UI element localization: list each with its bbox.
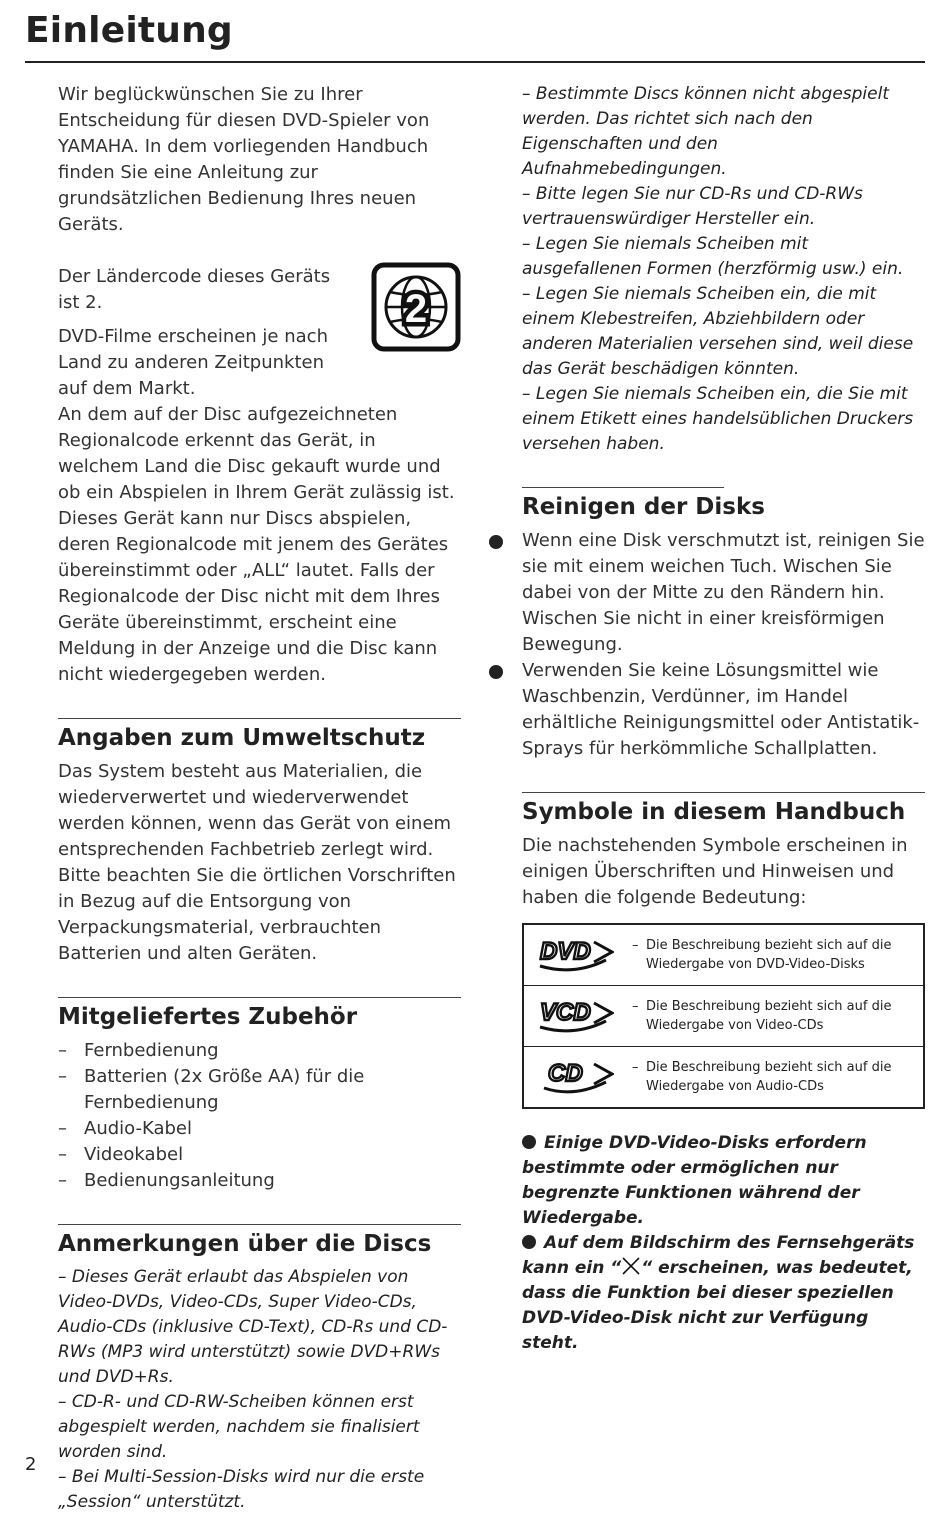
region-code-digit: 2 xyxy=(404,287,428,331)
symbol-description: – Die Beschreibung bezieht sich auf die Wiedergabe von Audio-CDs xyxy=(632,1060,892,1094)
disc-note: – CD-R- und CD-RW-Scheiben können erst abgespielt werden, nachdem sie finalisiert worden sind. xyxy=(58,1392,420,1462)
table-row xyxy=(524,1047,923,1107)
region-paragraph xyxy=(58,324,461,688)
title-rule xyxy=(25,61,925,63)
list-item: – Bedienungsanleitung xyxy=(58,1168,461,1194)
bullet-icon xyxy=(522,1135,536,1149)
list-item: – Videokabel xyxy=(58,1142,461,1168)
symbols-section xyxy=(522,792,925,1356)
environment-heading: Angaben zum Umweltschutz xyxy=(58,725,426,751)
page-title: Einleitung xyxy=(25,10,233,51)
symbols-notes xyxy=(522,1131,925,1356)
dash-mark: – xyxy=(58,1066,67,1087)
region-code-icon xyxy=(371,262,461,352)
svg-text:CD: CD xyxy=(548,1060,583,1087)
left-column xyxy=(58,82,461,1515)
symbols-table xyxy=(522,923,925,1109)
region-paragraph-start: DVD-Filme erscheinen je nach Land zu anderen Zeitpunkten auf dem Markt. xyxy=(58,326,328,399)
svg-text:DVD: DVD xyxy=(540,938,591,965)
accessories-heading: Mitgeliefertes Zubehör xyxy=(58,1004,358,1030)
dash-mark: – xyxy=(58,1040,67,1061)
disc-note: – Dieses Gerät erlaubt das Abspielen von Video-DVDs, Video-CDs, Super Video-CDs, Audio-CDs (inklusive CD-Text), CD-Rs und CD-RWs (MP3 wird unterstützt) sowie DVD+RWs und DVD+Rs. xyxy=(58,1267,448,1387)
vcd-logo-icon xyxy=(524,993,632,1039)
dash-mark: – xyxy=(58,1118,67,1139)
list-item: Wenn eine Disk verschmutzt ist, reinigen Sie sie mit einem weichen Tuch. Wischen Sie dabei von der Mitte zu den Rändern hin. Wischen Sie nicht in einer kreisförmigen Bewegung. xyxy=(522,528,925,658)
accessories-list xyxy=(58,1038,461,1194)
region-block xyxy=(58,264,461,688)
disc-note: – Bitte legen Sie nur CD-Rs und CD-RWs vertrauenswürdiger Hersteller ein. xyxy=(522,184,863,229)
list-item: – Batterien (2x Größe AA) für die Fernbedienung xyxy=(58,1066,365,1113)
page-number: 2 xyxy=(25,1454,37,1475)
disc-note: – Legen Sie niemals Scheiben ein, die Sie mit einem Etikett eines handelsüblichen Druckers versehen haben. xyxy=(522,384,914,454)
bullet-icon xyxy=(522,1235,536,1249)
list-item: – Audio-Kabel xyxy=(58,1116,461,1142)
region-paragraph-rest: An dem auf der Disc aufgezeichneten Regionalcode erkennt das Gerät, in welchem Land die Disc gekauft wurde und ob ein Abspielen in Ihrem Gerät zulässig ist. Dieses Gerät kann nur Discs abspielen, deren Regionalcode mit jenem des Gerätes übereinstimmt oder „ALL“ lautet. Falls der Regionalcode der Disc nicht mit dem Ihres Geräte übereinstimmt, erscheint eine Meldung in der Anzeige und die Disc kann nicht wiedergegeben werden. xyxy=(58,404,455,685)
list-item: – Fernbedienung xyxy=(58,1038,461,1064)
right-column xyxy=(522,82,925,1356)
disc-note: – Bestimmte Discs können nicht abgespielt werden. Das richtet sich nach den Eigenschaften und den Aufnahmebedingungen. xyxy=(522,84,889,179)
prohibited-x-icon xyxy=(621,1257,641,1275)
symbols-intro: Die nachstehenden Symbole erscheinen in einigen Überschriften und Hinweisen und haben die folgende Bedeutung: xyxy=(522,835,908,908)
disc-note: – Bei Multi-Session-Disks wird nur die erste „Session“ unterstützt. xyxy=(58,1467,425,1512)
cleaning-heading: Reinigen der Disks xyxy=(522,494,765,520)
cd-logo-icon xyxy=(524,1054,632,1100)
disc-note: – Legen Sie niemals Scheiben mit ausgefallenen Formen (herzförmig usw.) ein. xyxy=(522,234,904,279)
bullet-icon xyxy=(489,665,503,679)
symbol-description: – Die Beschreibung bezieht sich auf die Wiedergabe von DVD-Video-Disks xyxy=(632,938,892,972)
region-code-line: Der Ländercode dieses Geräts ist 2. xyxy=(58,266,331,313)
note-item: Auf dem Bildschirm des Fernsehgeräts kann ein “ “ erscheinen, was bedeutet, dass die Funktion bei dieser speziellen DVD-Video-Disk nicht zur Verfügung steht. xyxy=(522,1233,915,1353)
discs-section xyxy=(58,1224,461,1515)
list-item: Verwenden Sie keine Lösungsmittel wie Waschbenzin, Verdünner, im Handel erhältliche Reinigungsmittel oder Antistatik-Sprays für herkömmliche Schallplatten. xyxy=(522,658,925,762)
note-item: Einige DVD-Video-Disks erfordern bestimmte oder ermöglichen nur begrenzte Funktionen während der Wiedergabe. xyxy=(522,1133,867,1228)
dvd-logo-icon xyxy=(524,932,632,978)
symbols-heading: Symbole in diesem Handbuch xyxy=(522,799,906,825)
environment-text: Das System besteht aus Materialien, die wiederverwertet und wiederverwendet werden können, wenn das Gerät von einem entsprechenden Fachbetrieb zerlegt wird. Bitte beachten Sie die örtlichen Vorschriften in Bezug auf die Entsorgung von Verpackungsmaterial, verbrauchten Batterien und alten Geräten. xyxy=(58,761,456,964)
disc-note: – Legen Sie niemals Scheiben ein, die mit einem Klebestreifen, Abziehbildern oder anderen Materialien versehen sind, weil diese das Gerät beschädigen könnten. xyxy=(522,284,914,379)
table-row xyxy=(524,925,923,986)
cleaning-list xyxy=(522,528,925,762)
discs-heading: Anmerkungen über die Discs xyxy=(58,1231,432,1257)
svg-text:VCD: VCD xyxy=(540,999,591,1026)
cleaning-section xyxy=(522,487,765,522)
environment-section xyxy=(58,718,461,967)
dash-mark: – xyxy=(58,1170,67,1191)
bullet-icon xyxy=(489,535,503,549)
accessories-section xyxy=(58,997,461,1194)
dash-mark: – xyxy=(58,1144,67,1165)
intro-paragraph: Wir beglückwünschen Sie zu Ihrer Entscheidung für diesen DVD-Spieler von YAMAHA. In dem vorliegenden Handbuch finden Sie eine Anleitung zur grundsätzlichen Bedienung Ihres neuen Geräts. xyxy=(58,84,430,235)
table-row xyxy=(524,986,923,1047)
symbol-description: – Die Beschreibung bezieht sich auf die Wiedergabe von Video-CDs xyxy=(632,999,892,1033)
